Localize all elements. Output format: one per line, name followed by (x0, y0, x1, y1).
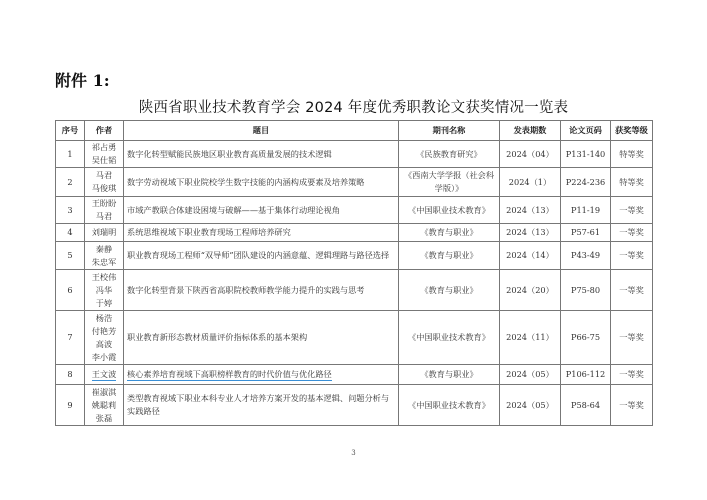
author: 马君 (95, 170, 113, 180)
header-no: 序号 (56, 121, 85, 141)
row-title: 数字劳动视域下职业院校学生数字技能的内涵构成要素及培养策略 (124, 168, 399, 197)
header-issue: 发表期数 (500, 121, 561, 141)
table-header-row (56, 121, 653, 141)
row-pages: P75-80 (561, 270, 611, 311)
table-row (56, 242, 653, 270)
author: 于婷 (95, 297, 113, 308)
row-pages: P57-61 (561, 224, 611, 242)
row-title: 职业教育现场工程师“双导师”团队建设的内涵意蕴、逻辑理路与路径选择 (124, 242, 399, 270)
page-number: 3 (351, 449, 356, 457)
author: 祁占勇 (91, 142, 117, 152)
row-award: 特等奖 (611, 141, 653, 168)
author: 杨浩 (95, 312, 113, 323)
table-row (56, 311, 653, 365)
row-journal: 《中国职业技术教育》 (399, 385, 500, 426)
row-title: 职业教育新形态教材质量评价指标体系的基本架构 (124, 311, 399, 365)
author: 吴仕韬 (91, 155, 117, 165)
row-no: 7 (56, 311, 85, 365)
row-authors (85, 197, 124, 224)
table-row (56, 141, 653, 168)
header-award: 获奖等级 (611, 121, 653, 141)
row-issue: 2024（20） (500, 270, 561, 311)
row-authors (85, 168, 124, 197)
row-title: 市域产教联合体建设困境与破解——基于集体行动理论视角 (124, 197, 399, 224)
author: 崔淑淇 (91, 386, 117, 397)
author: 张磊 (95, 412, 113, 423)
row-authors (85, 224, 124, 242)
row-issue: 2024（14） (500, 242, 561, 270)
row-authors (85, 141, 124, 168)
author: 马俊琪 (91, 183, 117, 193)
row-journal: 《西南大学学报（社会科学版）》 (399, 168, 500, 197)
row-journal: 《中国职业技术教育》 (399, 197, 500, 224)
header-pages: 论文页码 (561, 121, 611, 141)
row-award: 一等奖 (611, 242, 653, 270)
author: 高波 (95, 338, 113, 349)
row-issue: 2024（04） (500, 141, 561, 168)
author: 王校伟 (91, 271, 117, 282)
row-award: 一等奖 (611, 270, 653, 311)
row-award: 一等奖 (611, 365, 653, 385)
row-no: 2 (56, 168, 85, 197)
row-pages: P66-75 (561, 311, 611, 365)
author: 付艳芳 (91, 325, 117, 336)
row-title: 类型教育视域下职业本科专业人才培养方案开发的基本逻辑、问题分析与实践路径 (124, 385, 399, 426)
table-row (56, 197, 653, 224)
row-no: 1 (56, 141, 85, 168)
row-issue: 2024（13） (500, 224, 561, 242)
row-pages: P43-49 (561, 242, 611, 270)
row-authors (85, 242, 124, 270)
attachment-label: 附件 1: (55, 71, 110, 90)
author: 马君 (95, 211, 113, 221)
author: 秦静 (95, 243, 113, 254)
row-issue: 2024（11） (500, 311, 561, 365)
highlighted-title: 核心素养培育视域下高职榜样教育的时代价值与优化路径 (127, 369, 332, 379)
author: 刘瑞明 (91, 227, 117, 237)
table-row (56, 270, 653, 311)
author: 王盼盼 (91, 198, 117, 208)
row-authors (85, 385, 124, 426)
row-award: 特等奖 (611, 168, 653, 197)
row-award: 一等奖 (611, 224, 653, 242)
row-issue: 2024（05） (500, 365, 561, 385)
row-no: 9 (56, 385, 85, 426)
row-journal: 《教育与职业》 (399, 270, 500, 311)
table-row-highlighted (56, 365, 653, 385)
table-row (56, 224, 653, 242)
row-no: 6 (56, 270, 85, 311)
author: 王文波 (91, 369, 117, 379)
row-journal: 《教育与职业》 (399, 242, 500, 270)
row-issue: 2024（13） (500, 197, 561, 224)
row-issue: 2024（05） (500, 385, 561, 426)
row-issue: 2024（1） (500, 168, 561, 197)
table-row (56, 168, 653, 197)
row-journal: 《中国职业技术教育》 (399, 311, 500, 365)
row-title (124, 365, 399, 385)
row-authors (85, 365, 124, 385)
row-no: 5 (56, 242, 85, 270)
row-pages: P11-19 (561, 197, 611, 224)
author: 李小霞 (91, 351, 117, 362)
row-award: 一等奖 (611, 197, 653, 224)
row-title: 数字化转型背景下陕西省高职院校教师教学能力提升的实践与思考 (124, 270, 399, 311)
row-pages: P106-112 (561, 365, 611, 385)
row-pages: P224-236 (561, 168, 611, 197)
row-pages: P58-64 (561, 385, 611, 426)
row-authors (85, 270, 124, 311)
awards-table (55, 120, 653, 426)
row-title: 系统思维视域下职业教育现场工程师培养研究 (124, 224, 399, 242)
table-row (56, 385, 653, 426)
row-no: 4 (56, 224, 85, 242)
row-journal: 《民族教育研究》 (399, 141, 500, 168)
header-authors: 作者 (85, 121, 124, 141)
row-no: 8 (56, 365, 85, 385)
row-journal: 《教育与职业》 (399, 224, 500, 242)
author: 冯华 (95, 284, 113, 295)
row-award: 一等奖 (611, 311, 653, 365)
header-journal: 期刊名称 (399, 121, 500, 141)
document-title: 陕西省职业技术教育学会 2024 年度优秀职教论文获奖情况一览表 (138, 100, 569, 116)
author: 朱忠军 (91, 256, 117, 267)
row-authors (85, 311, 124, 365)
author: 姚聪莉 (91, 399, 117, 410)
row-title: 数字化转型赋能民族地区职业教育高质量发展的技术逻辑 (124, 141, 399, 168)
row-no: 3 (56, 197, 85, 224)
header-title: 题目 (124, 121, 399, 141)
row-pages: P131-140 (561, 141, 611, 168)
row-award: 一等奖 (611, 385, 653, 426)
row-journal: 《教育与职业》 (399, 365, 500, 385)
